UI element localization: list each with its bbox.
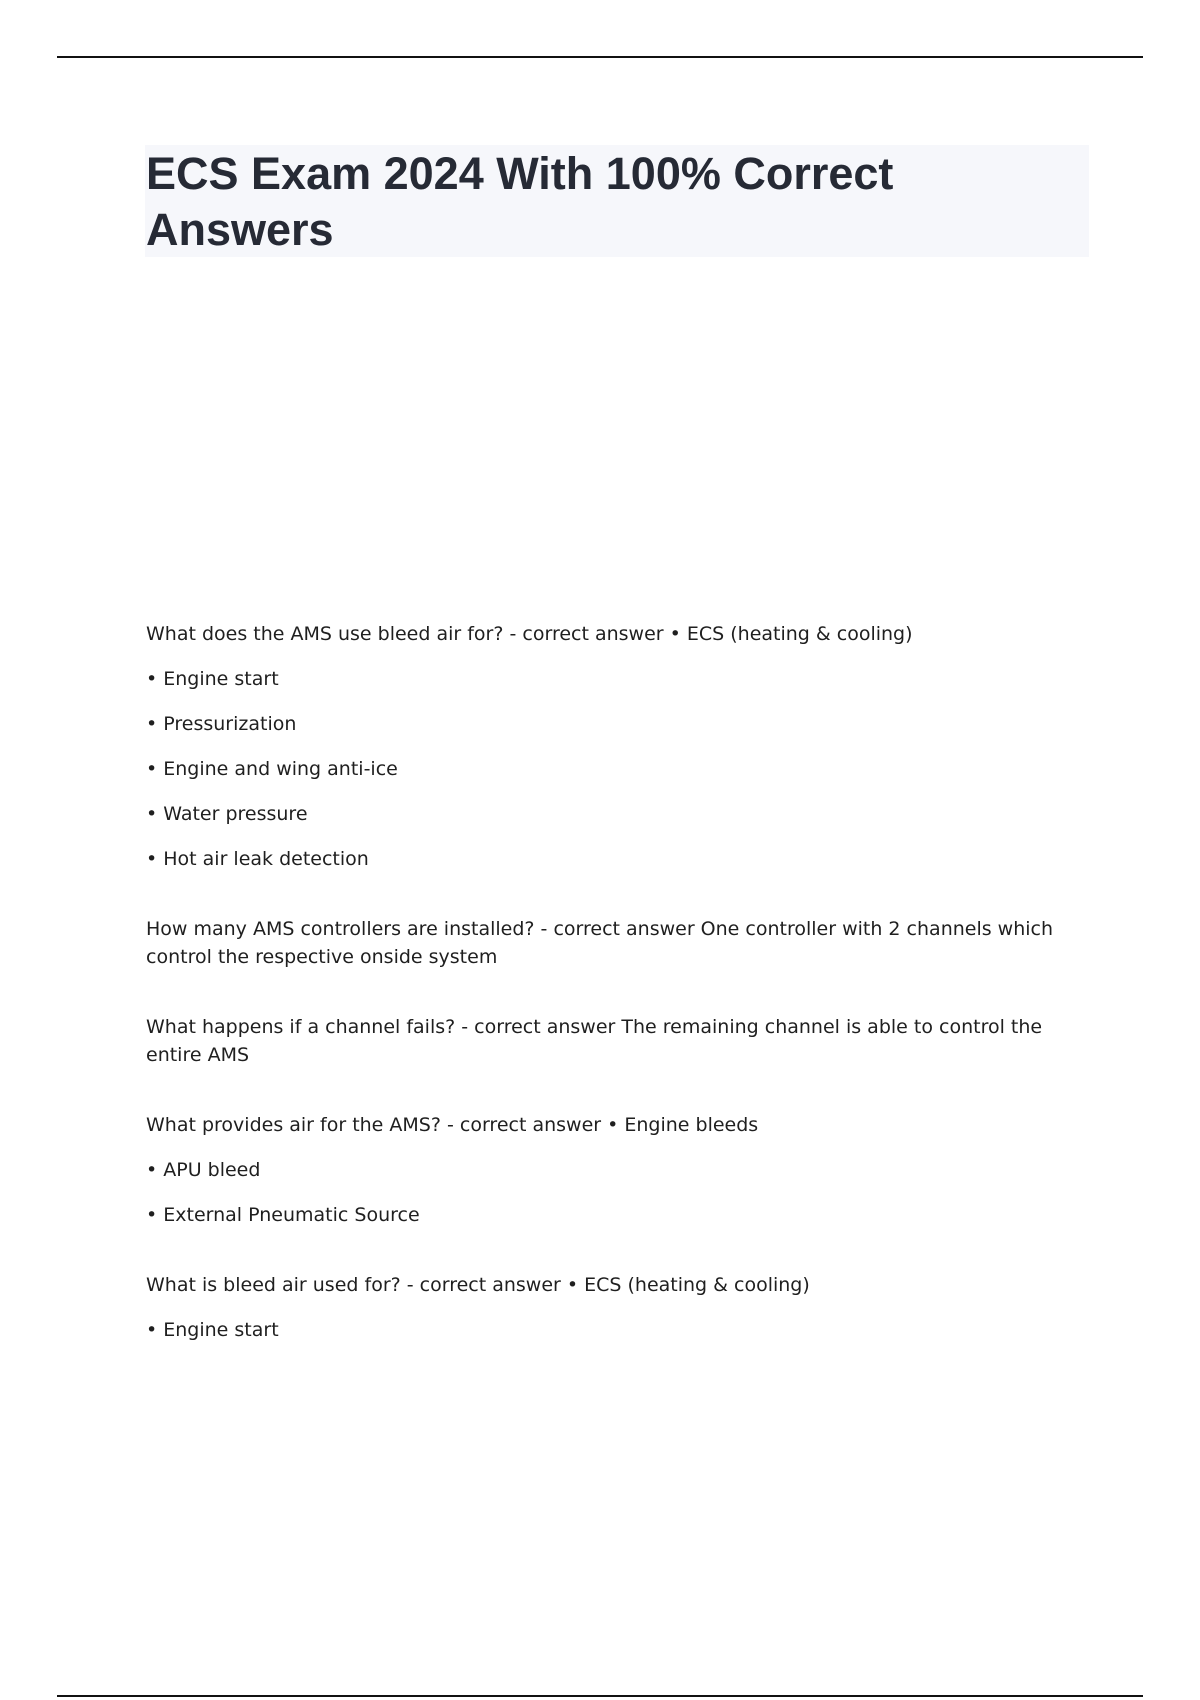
qa-question: How many AMS controllers are installed? - correct answer One controller with 2 channels which control the respective onside system bbox=[146, 918, 1054, 968]
qa-question: What happens if a channel fails? - correct answer The remaining channel is able to control the entire AMS bbox=[146, 1016, 1043, 1066]
qa-item bbox=[146, 1271, 1076, 1344]
qa-bullet: • Engine and wing anti-ice bbox=[146, 758, 398, 780]
qa-question: What provides air for the AMS? - correct answer • Engine bleeds bbox=[146, 1114, 759, 1136]
footer-rule bbox=[57, 1695, 1143, 1697]
qa-item bbox=[146, 1111, 1076, 1229]
qa-question: What does the AMS use bleed air for? - correct answer • ECS (heating & cooling) bbox=[146, 623, 913, 645]
qa-bullet: • External Pneumatic Source bbox=[146, 1204, 420, 1226]
qa-item bbox=[146, 620, 1076, 873]
qa-item bbox=[146, 1013, 1076, 1069]
qa-bullet: • Engine start bbox=[146, 668, 279, 690]
qa-bullet: • Hot air leak detection bbox=[146, 848, 369, 870]
qa-bullet: • Pressurization bbox=[146, 713, 297, 735]
document-body bbox=[146, 620, 1076, 1386]
qa-bullet: • Engine start bbox=[146, 1319, 279, 1341]
qa-bullet: • APU bleed bbox=[146, 1159, 261, 1181]
qa-item bbox=[146, 915, 1076, 971]
qa-question: What is bleed air used for? - correct answer • ECS (heating & cooling) bbox=[146, 1274, 810, 1296]
document-title: ECS Exam 2024 With 100% Correct Answers bbox=[146, 148, 894, 255]
qa-bullet: • Water pressure bbox=[146, 803, 308, 825]
header-rule bbox=[57, 56, 1143, 58]
